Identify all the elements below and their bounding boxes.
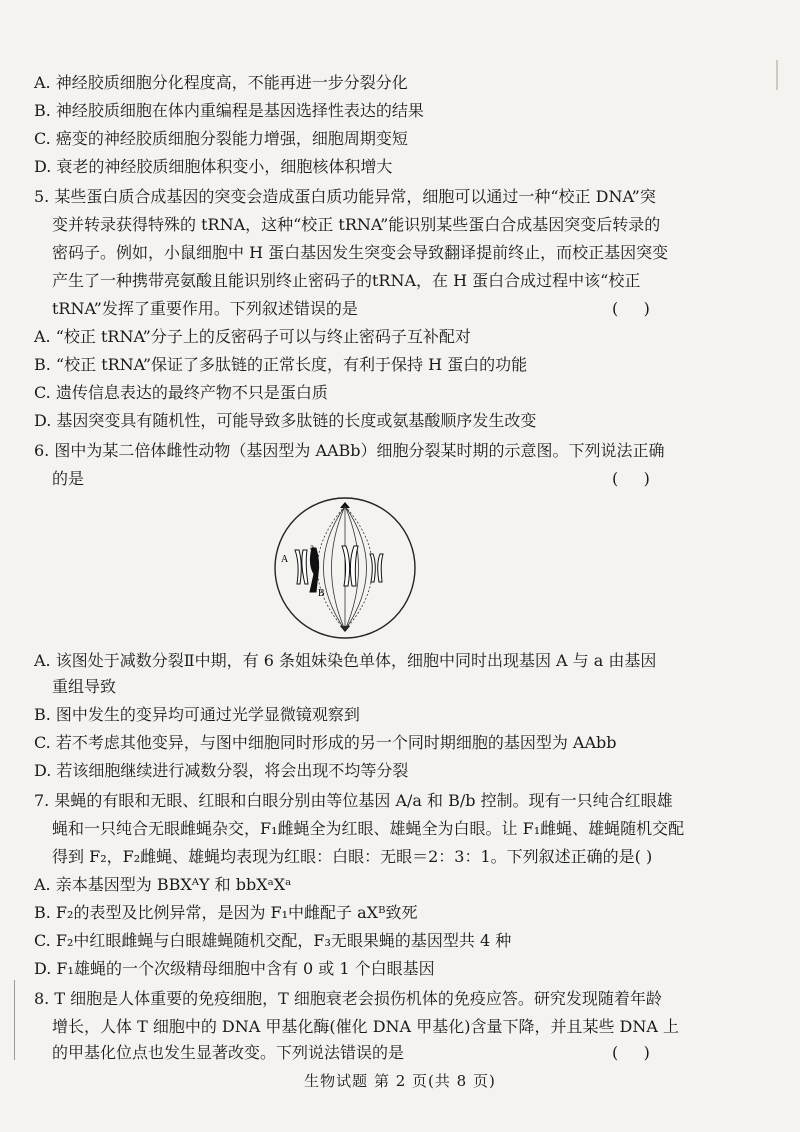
q7-option-c: C. F₂中红眼雌蝇与白眼雄蝇随机交配，F₃无眼果蝇的基因型共 4 种 (34, 931, 512, 950)
chromosome-2-dark (310, 548, 319, 592)
gene-label-A: A (281, 554, 289, 565)
q6-answer-paren: ( ) (612, 469, 650, 488)
q6-option-a-line-2: 重组导致 (52, 677, 117, 696)
gene-label-B: B (318, 588, 325, 599)
q6-stem-line-1: 6. 图中为某二倍体雌性动物（基因型为 AABb）细胞分裂某时期的示意图。下列说法正确 (34, 441, 665, 460)
q5-stem-line-3: 密码子。例如，小鼠细胞中 H 蛋白基因发生突变会导致翻译提前终止，而校正基因突变 (52, 243, 669, 262)
q5-stem-line-2: 变并转录获得特殊的 tRNA，这种“校正 tRNA”能识别某些蛋白合成基因突变后转录的 (52, 215, 661, 234)
q6-option-a-line-1: A. 该图处于减数分裂Ⅱ中期，有 6 条姐妹染色单体，细胞中同时出现基因 A 与 a 由基因 (34, 651, 657, 670)
q4-option-d: D. 衰老的神经胶质细胞体积变小，细胞核体积增大 (34, 157, 393, 176)
q4-option-a: A. 神经胶质细胞分化程度高，不能再进一步分裂分化 (34, 73, 408, 92)
q7-option-d: D. F₁雄蝇的一个次级精母细胞中含有 0 或 1 个白眼基因 (34, 959, 435, 978)
q7-option-b: B. F₂的表型及比例异常，是因为 F₁中雌配子 aXᴮ致死 (34, 903, 418, 922)
q5-option-a: A. “校正 tRNA”分子上的反密码子可以与终止密码子互补配对 (34, 327, 471, 346)
q7-stem-line-3: 得到 F₂，F₂雌蝇、雄蝇均表现为红眼：白眼：无眼＝2：3：1。下列叙述正确的是( ) (52, 847, 653, 866)
q6-stem-line-2: 的是 (52, 469, 85, 488)
gene-label-a: a (310, 542, 314, 552)
cell-division-figure (270, 492, 420, 646)
spindle-fibers (318, 506, 373, 630)
chromosome-3 (342, 546, 358, 586)
page-footer: 生物试题 第 2 页(共 8 页) (304, 1072, 496, 1090)
q8-answer-paren: ( ) (612, 1043, 650, 1062)
q8-stem-line-1: 8. T 细胞是人体重要的免疫细胞，T 细胞衰老会损伤机体的免疫应答。研究发现随着年龄 (34, 989, 662, 1008)
margin-rule (14, 980, 15, 1060)
cell-diagram-svg (270, 492, 420, 642)
q6-option-b: B. 图中发生的变异均可通过光学显微镜观察到 (34, 705, 360, 724)
q8-stem-line-3: 的甲基化位点也发生显著改变。下列说法错误的是 (52, 1043, 405, 1062)
q7-option-a: A. 亲本基因型为 BBXᴬY 和 bbXᵃXᵃ (34, 875, 292, 894)
q5-stem-line-5: tRNA”发挥了重要作用。下列叙述错误的是 (52, 299, 358, 318)
chromosome-1 (295, 550, 308, 584)
q5-option-d: D. 基因突变具有随机性，可能导致多肽链的长度或氨基酸顺序发生改变 (34, 411, 537, 430)
q5-stem-line-1: 5. 某些蛋白质合成基因的突变会造成蛋白质功能异常，细胞可以通过一种“校正 DNA”突 (34, 187, 656, 206)
q5-option-c: C. 遗传信息表达的最终产物不只是蛋白质 (34, 383, 328, 402)
q8-stem-line-2: 增长，人体 T 细胞中的 DNA 甲基化酶(催化 DNA 甲基化)含量下降，并且某些 DNA 上 (52, 1017, 679, 1036)
q4-option-c: C. 癌变的神经胶质细胞分裂能力增强，细胞周期变短 (34, 129, 408, 148)
q6-option-c: C. 若不考虑其他变异，与图中细胞同时形成的另一个同时期细胞的基因型为 AAbb (34, 733, 617, 752)
q5-stem-line-4: 产生了一种携带亮氨酸且能识别终止密码子的tRNA，在 H 蛋白合成过程中该“校正 (52, 271, 641, 290)
q5-option-b: B. “校正 tRNA”保证了多肽链的正常长度，有利于保持 H 蛋白的功能 (34, 355, 528, 374)
chromosome-4 (370, 554, 383, 582)
q7-stem-line-1: 7. 果蝇的有眼和无眼、红眼和白眼分别由等位基因 A/a 和 B/b 控制。现有一只纯合红眼雄 (34, 791, 673, 810)
q6-option-d: D. 若该细胞继续进行减数分裂，将会出现不均等分裂 (34, 761, 409, 780)
q5-answer-paren: ( ) (612, 299, 650, 318)
bleed-through-mark (776, 60, 790, 90)
q7-stem-line-2: 蝇和一只纯合无眼雌蝇杂交，F₁雌蝇全为红眼、雄蝇全为白眼。让 F₁雌蝇、雄蝇随机交配 (52, 819, 685, 838)
q4-option-b: B. 神经胶质细胞在体内重编程是基因选择性表达的结果 (34, 101, 424, 120)
